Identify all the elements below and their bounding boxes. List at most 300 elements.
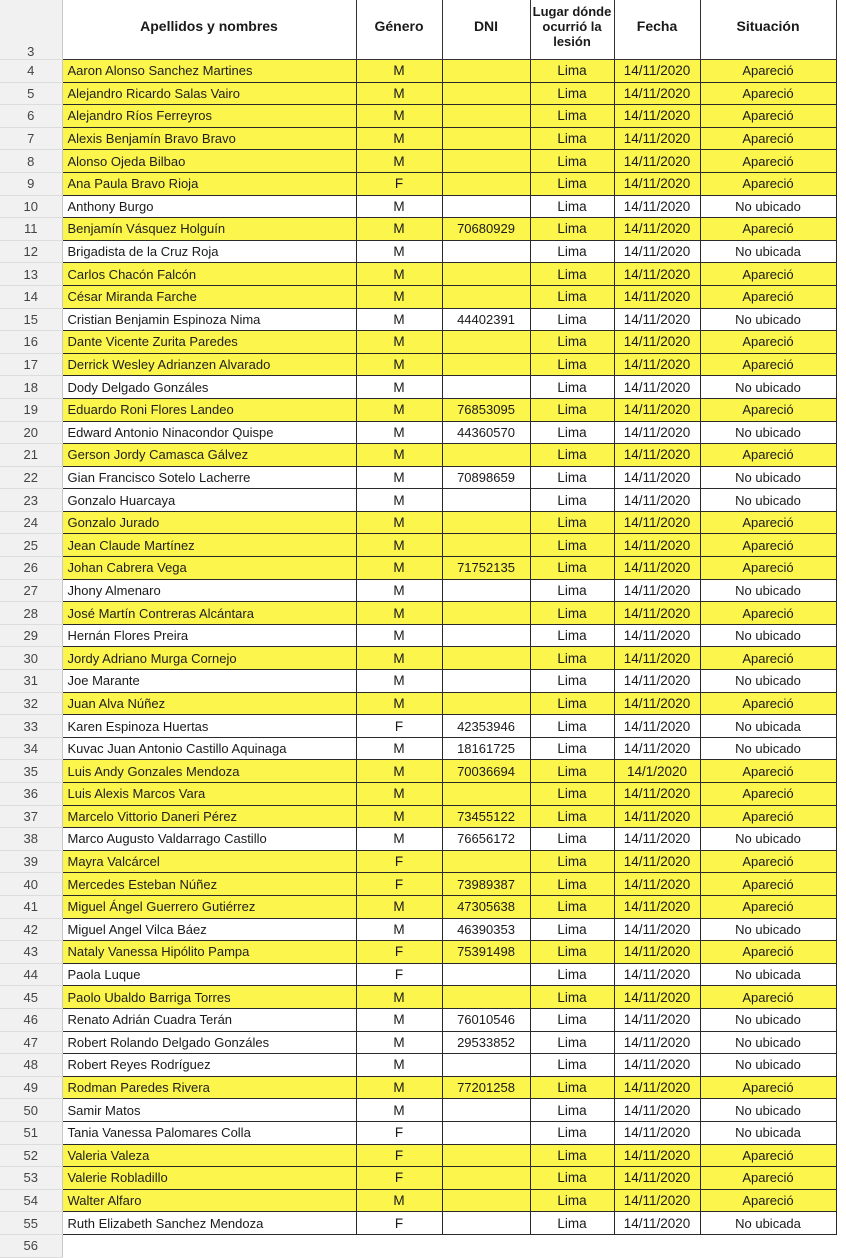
cell-situacion[interactable]: No ubicado <box>700 579 836 602</box>
cell-name[interactable]: Alejandro Ricardo Salas Vairo <box>62 82 356 105</box>
cell-fecha[interactable]: 14/11/2020 <box>614 376 700 399</box>
cell-fecha[interactable]: 14/11/2020 <box>614 127 700 150</box>
cell-name[interactable]: Benjamín Vásquez Holguín <box>62 218 356 241</box>
cell-name[interactable]: Gonzalo Jurado <box>62 511 356 534</box>
cell-genero[interactable]: F <box>356 172 442 195</box>
cell-name[interactable]: Gerson Jordy Camasca Gálvez <box>62 444 356 467</box>
cell-fecha[interactable]: 14/11/2020 <box>614 398 700 421</box>
cell-dni[interactable] <box>442 105 530 128</box>
cell-fecha[interactable]: 14/11/2020 <box>614 692 700 715</box>
cell-dni[interactable] <box>442 1167 530 1190</box>
cell-fecha[interactable]: 14/11/2020 <box>614 240 700 263</box>
cell-dni[interactable]: 44402391 <box>442 308 530 331</box>
cell-lugar[interactable]: Lima <box>530 511 614 534</box>
cell-fecha[interactable]: 14/11/2020 <box>614 285 700 308</box>
cell-lugar[interactable]: Lima <box>530 895 614 918</box>
cell-dni[interactable] <box>442 511 530 534</box>
cell-lugar[interactable]: Lima <box>530 1031 614 1054</box>
row-number[interactable]: 30 <box>0 647 62 670</box>
cell-genero[interactable]: M <box>356 308 442 331</box>
cell-fecha[interactable]: 14/11/2020 <box>614 941 700 964</box>
cell-dni[interactable]: 70680929 <box>442 218 530 241</box>
cell-genero[interactable]: M <box>356 534 442 557</box>
cell-name[interactable]: Karen Espinoza Huertas <box>62 715 356 738</box>
cell-lugar[interactable]: Lima <box>530 1189 614 1212</box>
row-number[interactable]: 26 <box>0 557 62 580</box>
cell-fecha[interactable]: 14/11/2020 <box>614 1054 700 1077</box>
cell-situacion[interactable]: Apareció <box>700 263 836 286</box>
cell-dni[interactable]: 76010546 <box>442 1008 530 1031</box>
cell-lugar[interactable]: Lima <box>530 1054 614 1077</box>
cell-name[interactable]: Miguel Ángel Guerrero Gutiérrez <box>62 895 356 918</box>
cell-genero[interactable]: M <box>356 647 442 670</box>
cell-genero[interactable]: F <box>356 1121 442 1144</box>
cell-situacion[interactable]: Apareció <box>700 444 836 467</box>
cell-lugar[interactable]: Lima <box>530 82 614 105</box>
row-number[interactable]: 4 <box>0 60 62 83</box>
cell-lugar[interactable]: Lima <box>530 692 614 715</box>
cell-situacion[interactable]: No ubicada <box>700 1121 836 1144</box>
row-number[interactable]: 32 <box>0 692 62 715</box>
header-lugar[interactable]: Lugar dónde ocurrió la lesión <box>530 0 614 60</box>
cell-dni[interactable] <box>442 850 530 873</box>
cell-fecha[interactable]: 14/11/2020 <box>614 579 700 602</box>
cell-dni[interactable] <box>442 602 530 625</box>
cell-lugar[interactable]: Lima <box>530 353 614 376</box>
cell-fecha[interactable]: 14/11/2020 <box>614 963 700 986</box>
cell-situacion[interactable]: No ubicada <box>700 1212 836 1235</box>
cell-situacion[interactable]: Apareció <box>700 105 836 128</box>
cell-lugar[interactable]: Lima <box>530 331 614 354</box>
cell-dni[interactable] <box>442 376 530 399</box>
cell-lugar[interactable]: Lima <box>530 444 614 467</box>
cell-fecha[interactable]: 14/11/2020 <box>614 60 700 83</box>
cell-name[interactable]: Luis Alexis Marcos Vara <box>62 783 356 806</box>
cell-lugar[interactable]: Lima <box>530 805 614 828</box>
cell-lugar[interactable]: Lima <box>530 1167 614 1190</box>
cell-situacion[interactable]: Apareció <box>700 331 836 354</box>
cell-dni[interactable] <box>442 444 530 467</box>
cell-lugar[interactable]: Lima <box>530 1076 614 1099</box>
cell-genero[interactable]: M <box>356 624 442 647</box>
row-number[interactable]: 49 <box>0 1076 62 1099</box>
cell-situacion[interactable]: No ubicado <box>700 670 836 693</box>
cell-fecha[interactable]: 14/11/2020 <box>614 850 700 873</box>
cell-dni[interactable]: 71752135 <box>442 557 530 580</box>
cell-fecha[interactable]: 14/11/2020 <box>614 466 700 489</box>
cell-situacion[interactable]: No ubicado <box>700 489 836 512</box>
row-number[interactable]: 12 <box>0 240 62 263</box>
cell-genero[interactable]: M <box>356 1076 442 1099</box>
cell-genero[interactable]: F <box>356 850 442 873</box>
cell-fecha[interactable]: 14/11/2020 <box>614 353 700 376</box>
cell-fecha[interactable]: 14/11/2020 <box>614 918 700 941</box>
cell-genero[interactable]: M <box>356 285 442 308</box>
cell-lugar[interactable]: Lima <box>530 828 614 851</box>
row-number[interactable]: 10 <box>0 195 62 218</box>
row-number[interactable]: 51 <box>0 1121 62 1144</box>
cell-name[interactable]: José Martín Contreras Alcántara <box>62 602 356 625</box>
cell-lugar[interactable]: Lima <box>530 737 614 760</box>
header-dni[interactable]: DNI <box>442 0 530 60</box>
cell-situacion[interactable]: No ubicado <box>700 1099 836 1122</box>
cell-dni[interactable] <box>442 60 530 83</box>
cell-dni[interactable] <box>442 963 530 986</box>
cell-lugar[interactable]: Lima <box>530 218 614 241</box>
cell-lugar[interactable]: Lima <box>530 986 614 1009</box>
cell-dni[interactable]: 76853095 <box>442 398 530 421</box>
cell-fecha[interactable]: 14/11/2020 <box>614 1008 700 1031</box>
row-number[interactable]: 53 <box>0 1167 62 1190</box>
row-number[interactable]: 34 <box>0 737 62 760</box>
cell-fecha[interactable]: 14/11/2020 <box>614 873 700 896</box>
cell-situacion[interactable]: Apareció <box>700 941 836 964</box>
cell-dni[interactable] <box>442 150 530 173</box>
cell-dni[interactable] <box>442 1144 530 1167</box>
cell-lugar[interactable]: Lima <box>530 1212 614 1235</box>
cell-fecha[interactable]: 14/11/2020 <box>614 828 700 851</box>
cell-name[interactable]: Edward Antonio Ninacondor Quispe <box>62 421 356 444</box>
cell-dni[interactable] <box>442 986 530 1009</box>
cell-name[interactable]: Nataly Vanessa Hipólito Pampa <box>62 941 356 964</box>
row-number[interactable]: 9 <box>0 172 62 195</box>
row-number[interactable]: 40 <box>0 873 62 896</box>
cell-situacion[interactable]: No ubicado <box>700 466 836 489</box>
cell-dni[interactable]: 46390353 <box>442 918 530 941</box>
cell-fecha[interactable]: 14/11/2020 <box>614 986 700 1009</box>
cell-situacion[interactable]: Apareció <box>700 895 836 918</box>
cell-name[interactable]: Gonzalo Huarcaya <box>62 489 356 512</box>
cell-name[interactable]: Marco Augusto Valdarrago Castillo <box>62 828 356 851</box>
cell-situacion[interactable]: No ubicado <box>700 1054 836 1077</box>
cell-lugar[interactable]: Lima <box>530 489 614 512</box>
cell-dni[interactable] <box>442 285 530 308</box>
cell-name[interactable]: Ruth Elizabeth Sanchez Mendoza <box>62 1212 356 1235</box>
cell-situacion[interactable]: No ubicada <box>700 240 836 263</box>
row-number[interactable]: 54 <box>0 1189 62 1212</box>
cell-name[interactable]: Juan Alva Núñez <box>62 692 356 715</box>
cell-genero[interactable]: M <box>356 602 442 625</box>
row-number[interactable]: 27 <box>0 579 62 602</box>
cell-situacion[interactable]: Apareció <box>700 692 836 715</box>
cell-lugar[interactable]: Lima <box>530 150 614 173</box>
cell-name[interactable]: Robert Rolando Delgado Gonzáles <box>62 1031 356 1054</box>
row-number[interactable]: 22 <box>0 466 62 489</box>
cell-genero[interactable]: F <box>356 873 442 896</box>
row-number[interactable]: 8 <box>0 150 62 173</box>
row-number[interactable]: 15 <box>0 308 62 331</box>
cell-fecha[interactable]: 14/11/2020 <box>614 444 700 467</box>
cell-fecha[interactable]: 14/11/2020 <box>614 602 700 625</box>
cell-name[interactable]: Carlos Chacón Falcón <box>62 263 356 286</box>
cell-situacion[interactable]: No ubicado <box>700 1008 836 1031</box>
cell-situacion[interactable]: No ubicado <box>700 308 836 331</box>
cell-dni[interactable] <box>442 489 530 512</box>
cell-genero[interactable]: M <box>356 421 442 444</box>
cell-situacion[interactable]: Apareció <box>700 986 836 1009</box>
cell-situacion[interactable]: Apareció <box>700 647 836 670</box>
empty-cell[interactable] <box>62 1234 356 1257</box>
cell-genero[interactable]: F <box>356 1167 442 1190</box>
cell-situacion[interactable]: Apareció <box>700 82 836 105</box>
row-number[interactable]: 37 <box>0 805 62 828</box>
cell-fecha[interactable]: 14/11/2020 <box>614 715 700 738</box>
row-number[interactable]: 21 <box>0 444 62 467</box>
cell-name[interactable]: Gian Francisco Sotelo Lacherre <box>62 466 356 489</box>
cell-genero[interactable]: M <box>356 1008 442 1031</box>
cell-name[interactable]: Kuvac Juan Antonio Castillo Aquinaga <box>62 737 356 760</box>
row-number[interactable]: 16 <box>0 331 62 354</box>
cell-lugar[interactable]: Lima <box>530 398 614 421</box>
row-number[interactable]: 55 <box>0 1212 62 1235</box>
empty-cell[interactable] <box>614 1234 700 1257</box>
cell-lugar[interactable]: Lima <box>530 873 614 896</box>
cell-name[interactable]: Jordy Adriano Murga Cornejo <box>62 647 356 670</box>
cell-genero[interactable]: M <box>356 828 442 851</box>
cell-dni[interactable] <box>442 331 530 354</box>
cell-situacion[interactable]: Apareció <box>700 805 836 828</box>
cell-name[interactable]: Brigadista de la Cruz Roja <box>62 240 356 263</box>
cell-fecha[interactable]: 14/11/2020 <box>614 1076 700 1099</box>
cell-situacion[interactable]: No ubicada <box>700 963 836 986</box>
cell-lugar[interactable]: Lima <box>530 172 614 195</box>
empty-cell[interactable] <box>700 1234 836 1257</box>
cell-situacion[interactable]: Apareció <box>700 1189 836 1212</box>
cell-fecha[interactable]: 14/11/2020 <box>614 783 700 806</box>
cell-dni[interactable] <box>442 1054 530 1077</box>
row-number[interactable]: 36 <box>0 783 62 806</box>
empty-cell[interactable] <box>836 1234 846 1257</box>
row-number[interactable]: 56 <box>0 1234 62 1257</box>
row-number[interactable]: 13 <box>0 263 62 286</box>
cell-situacion[interactable]: No ubicado <box>700 737 836 760</box>
cell-lugar[interactable]: Lima <box>530 647 614 670</box>
cell-situacion[interactable]: Apareció <box>700 557 836 580</box>
cell-genero[interactable]: F <box>356 1212 442 1235</box>
cell-name[interactable]: Alexis Benjamín Bravo Bravo <box>62 127 356 150</box>
cell-fecha[interactable]: 14/11/2020 <box>614 1167 700 1190</box>
cell-lugar[interactable]: Lima <box>530 1144 614 1167</box>
cell-dni[interactable]: 42353946 <box>442 715 530 738</box>
cell-situacion[interactable]: No ubicado <box>700 918 836 941</box>
cell-genero[interactable]: M <box>356 760 442 783</box>
cell-genero[interactable]: M <box>356 466 442 489</box>
cell-fecha[interactable]: 14/11/2020 <box>614 670 700 693</box>
cell-name[interactable]: Dody Delgado Gonzáles <box>62 376 356 399</box>
cell-dni[interactable]: 73455122 <box>442 805 530 828</box>
cell-situacion[interactable]: Apareció <box>700 873 836 896</box>
cell-fecha[interactable]: 14/11/2020 <box>614 895 700 918</box>
row-number[interactable]: 5 <box>0 82 62 105</box>
cell-dni[interactable]: 70036694 <box>442 760 530 783</box>
row-number[interactable]: 50 <box>0 1099 62 1122</box>
cell-lugar[interactable]: Lima <box>530 308 614 331</box>
cell-lugar[interactable]: Lima <box>530 850 614 873</box>
cell-fecha[interactable]: 14/11/2020 <box>614 1099 700 1122</box>
cell-genero[interactable]: M <box>356 805 442 828</box>
cell-dni[interactable]: 70898659 <box>442 466 530 489</box>
cell-lugar[interactable]: Lima <box>530 715 614 738</box>
cell-name[interactable]: Dante Vicente Zurita Paredes <box>62 331 356 354</box>
cell-lugar[interactable]: Lima <box>530 285 614 308</box>
cell-name[interactable]: Luis Andy Gonzales Mendoza <box>62 760 356 783</box>
cell-fecha[interactable]: 14/11/2020 <box>614 308 700 331</box>
cell-fecha[interactable]: 14/11/2020 <box>614 737 700 760</box>
cell-name[interactable]: Eduardo Roni Flores Landeo <box>62 398 356 421</box>
cell-name[interactable]: Alonso Ojeda Bilbao <box>62 150 356 173</box>
cell-genero[interactable]: M <box>356 1031 442 1054</box>
cell-dni[interactable] <box>442 353 530 376</box>
cell-genero[interactable]: F <box>356 963 442 986</box>
cell-genero[interactable]: M <box>356 331 442 354</box>
cell-genero[interactable]: M <box>356 263 442 286</box>
row-number[interactable]: 3 <box>0 0 62 60</box>
cell-genero[interactable]: F <box>356 941 442 964</box>
cell-situacion[interactable]: No ubicada <box>700 715 836 738</box>
cell-fecha[interactable]: 14/11/2020 <box>614 105 700 128</box>
row-number[interactable]: 23 <box>0 489 62 512</box>
cell-fecha[interactable]: 14/11/2020 <box>614 624 700 647</box>
row-number[interactable]: 31 <box>0 670 62 693</box>
cell-fecha[interactable]: 14/11/2020 <box>614 1121 700 1144</box>
row-number[interactable]: 7 <box>0 127 62 150</box>
cell-dni[interactable] <box>442 263 530 286</box>
cell-fecha[interactable]: 14/11/2020 <box>614 489 700 512</box>
cell-name[interactable]: Mercedes Esteban Núñez <box>62 873 356 896</box>
cell-dni[interactable] <box>442 534 530 557</box>
cell-lugar[interactable]: Lima <box>530 60 614 83</box>
row-number[interactable]: 28 <box>0 602 62 625</box>
cell-name[interactable]: Joe Marante <box>62 670 356 693</box>
cell-fecha[interactable]: 14/11/2020 <box>614 421 700 444</box>
row-number[interactable]: 39 <box>0 850 62 873</box>
cell-situacion[interactable]: Apareció <box>700 1144 836 1167</box>
cell-situacion[interactable]: No ubicado <box>700 421 836 444</box>
cell-situacion[interactable]: Apareció <box>700 218 836 241</box>
cell-lugar[interactable]: Lima <box>530 624 614 647</box>
cell-name[interactable]: Valeria Valeza <box>62 1144 356 1167</box>
cell-fecha[interactable]: 14/11/2020 <box>614 263 700 286</box>
header-genero[interactable]: Género <box>356 0 442 60</box>
cell-situacion[interactable]: Apareció <box>700 60 836 83</box>
cell-lugar[interactable]: Lima <box>530 421 614 444</box>
cell-lugar[interactable]: Lima <box>530 263 614 286</box>
cell-lugar[interactable]: Lima <box>530 760 614 783</box>
cell-dni[interactable] <box>442 783 530 806</box>
cell-dni[interactable] <box>442 1099 530 1122</box>
row-number[interactable]: 19 <box>0 398 62 421</box>
cell-fecha[interactable]: 14/11/2020 <box>614 331 700 354</box>
empty-cell[interactable] <box>530 1234 614 1257</box>
cell-genero[interactable]: M <box>356 444 442 467</box>
header-situacion[interactable]: Situación <box>700 0 836 60</box>
cell-fecha[interactable]: 14/11/2020 <box>614 1144 700 1167</box>
cell-dni[interactable] <box>442 82 530 105</box>
cell-genero[interactable]: F <box>356 1144 442 1167</box>
cell-fecha[interactable]: 14/11/2020 <box>614 557 700 580</box>
cell-lugar[interactable]: Lima <box>530 963 614 986</box>
row-number[interactable]: 41 <box>0 895 62 918</box>
cell-genero[interactable]: M <box>356 60 442 83</box>
cell-fecha[interactable]: 14/11/2020 <box>614 534 700 557</box>
cell-situacion[interactable]: Apareció <box>700 783 836 806</box>
row-number[interactable]: 52 <box>0 1144 62 1167</box>
cell-name[interactable]: Mayra Valcárcel <box>62 850 356 873</box>
cell-dni[interactable]: 75391498 <box>442 941 530 964</box>
cell-dni[interactable]: 76656172 <box>442 828 530 851</box>
cell-fecha[interactable]: 14/1/2020 <box>614 760 700 783</box>
row-number[interactable]: 25 <box>0 534 62 557</box>
cell-situacion[interactable]: Apareció <box>700 398 836 421</box>
header-name[interactable]: Apellidos y nombres <box>62 0 356 60</box>
row-number[interactable]: 11 <box>0 218 62 241</box>
cell-lugar[interactable]: Lima <box>530 579 614 602</box>
cell-dni[interactable] <box>442 1189 530 1212</box>
cell-dni[interactable]: 77201258 <box>442 1076 530 1099</box>
cell-situacion[interactable]: Apareció <box>700 172 836 195</box>
cell-dni[interactable] <box>442 195 530 218</box>
row-number[interactable]: 38 <box>0 828 62 851</box>
row-number[interactable]: 35 <box>0 760 62 783</box>
cell-dni[interactable] <box>442 172 530 195</box>
cell-genero[interactable]: M <box>356 489 442 512</box>
row-number[interactable]: 44 <box>0 963 62 986</box>
cell-lugar[interactable]: Lima <box>530 105 614 128</box>
cell-name[interactable]: Samir Matos <box>62 1099 356 1122</box>
cell-genero[interactable]: M <box>356 1099 442 1122</box>
cell-genero[interactable]: M <box>356 737 442 760</box>
cell-name[interactable]: Cristian Benjamin Espinoza Nima <box>62 308 356 331</box>
cell-lugar[interactable]: Lima <box>530 602 614 625</box>
empty-cell[interactable] <box>442 1234 530 1257</box>
cell-lugar[interactable]: Lima <box>530 557 614 580</box>
cell-fecha[interactable]: 14/11/2020 <box>614 195 700 218</box>
cell-lugar[interactable]: Lima <box>530 1008 614 1031</box>
cell-lugar[interactable]: Lima <box>530 127 614 150</box>
cell-fecha[interactable]: 14/11/2020 <box>614 1189 700 1212</box>
row-number[interactable]: 6 <box>0 105 62 128</box>
cell-dni[interactable] <box>442 670 530 693</box>
cell-dni[interactable] <box>442 579 530 602</box>
cell-lugar[interactable]: Lima <box>530 376 614 399</box>
cell-genero[interactable]: M <box>356 398 442 421</box>
cell-name[interactable]: Hernán Flores Preira <box>62 624 356 647</box>
cell-genero[interactable]: M <box>356 353 442 376</box>
header-fecha[interactable]: Fecha <box>614 0 700 60</box>
cell-dni[interactable] <box>442 692 530 715</box>
cell-genero[interactable]: M <box>356 127 442 150</box>
cell-genero[interactable]: M <box>356 82 442 105</box>
cell-genero[interactable]: M <box>356 1054 442 1077</box>
cell-genero[interactable]: M <box>356 1189 442 1212</box>
cell-fecha[interactable]: 14/11/2020 <box>614 82 700 105</box>
cell-situacion[interactable]: Apareció <box>700 285 836 308</box>
cell-situacion[interactable]: Apareció <box>700 127 836 150</box>
cell-name[interactable]: Alejandro Ríos Ferreyros <box>62 105 356 128</box>
cell-name[interactable]: Johan Cabrera Vega <box>62 557 356 580</box>
cell-genero[interactable]: M <box>356 105 442 128</box>
cell-lugar[interactable]: Lima <box>530 941 614 964</box>
cell-name[interactable]: Rodman Paredes Rivera <box>62 1076 356 1099</box>
cell-situacion[interactable]: Apareció <box>700 150 836 173</box>
cell-situacion[interactable]: Apareció <box>700 850 836 873</box>
cell-lugar[interactable]: Lima <box>530 195 614 218</box>
cell-name[interactable]: Paola Luque <box>62 963 356 986</box>
row-number[interactable]: 45 <box>0 986 62 1009</box>
cell-dni[interactable] <box>442 1212 530 1235</box>
row-number[interactable]: 42 <box>0 918 62 941</box>
cell-situacion[interactable]: Apareció <box>700 534 836 557</box>
